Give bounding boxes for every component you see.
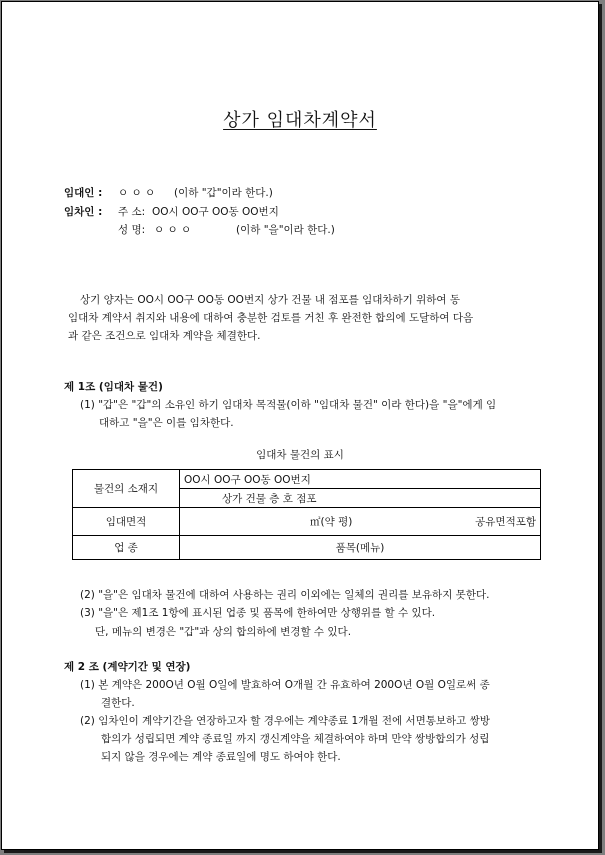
area-cell	[180, 508, 541, 536]
preamble-line-1: 상기 양자는 OO시 OO구 OO동 OO번지 상가 건물 내 점포를 임대차하기 위하여 동	[80, 294, 461, 306]
article1-item1-line1: (1) "갑"은 "갑"의 소유인 하기 임대차 목적물(이하 "임대차 물건" 이라 한다)을 "을"에게 임	[80, 399, 497, 411]
article2-item2-line3: 되지 않을 경우에는 계약 종료일에 명도 하여야 한다.	[101, 751, 341, 763]
lessor-name: ㅇ ㅇ ㅇ	[118, 187, 156, 199]
article1-item1-line2: 대하고 "을"은 이를 임차한다.	[99, 417, 234, 429]
lessor-note: (이하 "갑"이라 한다.)	[174, 187, 273, 199]
preamble-line-3: 과 같은 조건으로 임대차 계약을 체결한다.	[68, 330, 261, 342]
location-line1: OO시 OO구 OO동 OO번지	[180, 470, 541, 489]
document-title: 상가 임대차계약서	[223, 110, 377, 131]
area-value: ㎡(약 평)	[310, 516, 353, 528]
area-label: 임대면적	[73, 508, 180, 536]
location-label: 물건의 소재지	[73, 470, 180, 508]
leased-property-table	[72, 469, 541, 560]
lessee-name: ㅇ ㅇ ㅇ	[154, 224, 192, 236]
article1-item2: (2) "을"은 임대차 물건에 대하여 사용하는 권리 이외에는 일체의 권리를 보유하지 못한다.	[80, 589, 490, 601]
lessor-label: 임대인 :	[64, 187, 103, 199]
table-caption: 임대차 물건의 표시	[256, 449, 344, 461]
article2-heading: 제 2 조 (계약기간 및 연장)	[64, 661, 191, 673]
lessee-note: (이하 "을"이라 한다.)	[236, 224, 335, 236]
article2-item1-line1: (1) 본 계약은 200O년 O월 O일에 발효하여 O개월 간 유효하여 200O년 O월 O일로써 종	[80, 679, 490, 691]
lessee-name-label: 성 명:	[118, 224, 146, 236]
lessee-label: 임차인 :	[64, 206, 103, 218]
document-page	[1, 1, 599, 850]
article2-item1-line2: 결한다.	[101, 697, 135, 709]
business-value: 품목(메뉴)	[180, 536, 541, 560]
area-note: 공유면적포함	[475, 516, 536, 528]
location-line2: 상가 건물 층 호 점포	[180, 489, 541, 508]
article1-heading: 제 1조 (임대차 물건)	[64, 381, 163, 393]
article1-item3-note: 단, 메뉴의 변경은 "갑"과 상의 합의하에 변경할 수 있다.	[95, 626, 352, 638]
lessee-address-label: 주 소:	[118, 206, 146, 218]
article2-item2-line2: 합의가 성립되면 계약 종료일 까지 갱신계약을 체결하여야 하며 만약 쌍방합의가 성립	[101, 733, 490, 745]
business-label: 업 종	[73, 536, 180, 560]
article2-item2-line1: (2) 임차인이 계약기간을 연장하고자 할 경우에는 계약종료 1개월 전에 서면통보하고 쌍방	[80, 715, 490, 727]
lessee-address: OO시 OO구 OO동 OO번지	[152, 206, 279, 218]
preamble-line-2: 임대차 계약서 취지와 내용에 대하여 충분한 검토를 거친 후 완전한 합의에 도달하여 다음	[68, 312, 474, 324]
article1-item3: (3) "을"은 제1조 1항에 표시된 업종 및 품목에 한하여만 상행위를 할 수 있다.	[80, 607, 436, 619]
